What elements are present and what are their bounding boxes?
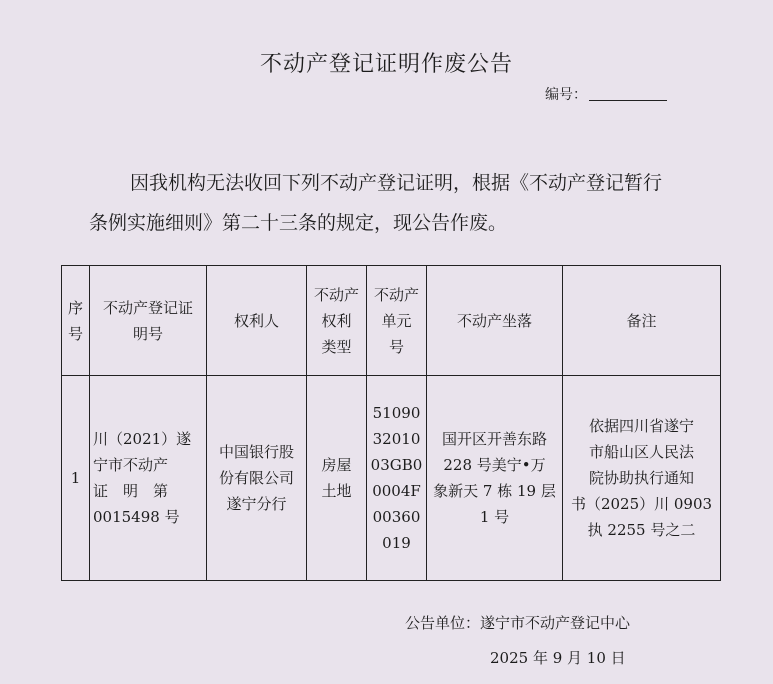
cell-unit-no-line: 019 <box>382 534 411 552</box>
header-cert-no-line: 不动产登记证 <box>102 298 193 317</box>
header-unit-no-line: 号 <box>388 337 404 356</box>
header-cert-no-line: 明号 <box>132 324 163 343</box>
header-unit-no <box>367 266 427 376</box>
notice-title: 不动产登记证明作废公告 <box>259 52 513 77</box>
cell-right-type-line: 房屋 <box>321 456 352 474</box>
header-unit-no-line: 单元 <box>381 311 412 330</box>
header-remark: 备注 <box>563 266 721 376</box>
cell-remark-line: 院协助执行通知 <box>588 469 694 487</box>
cell-owner-line: 份有限公司 <box>218 469 294 487</box>
cell-owner-line: 中国银行股 <box>218 443 294 461</box>
cell-cert-no-line: 川（2021）遂 <box>93 430 192 448</box>
header-right-type <box>307 266 367 376</box>
table-row <box>62 376 721 581</box>
header-location: 不动产坐落 <box>427 266 563 376</box>
cell-cert-no-line: 宁市不动产 <box>93 456 169 474</box>
paragraph-line-2: 条例实施细则》第二十三条的规定，现公告作废。 <box>89 212 508 234</box>
issue-date: 2025 年 9 月 10 日 <box>490 649 626 667</box>
header-owner: 权利人 <box>207 266 307 376</box>
cell-right-type <box>307 376 367 581</box>
cell-cert-no-line: 0015498 号 <box>93 508 180 526</box>
notice-number <box>545 84 667 104</box>
cell-remark-line: 市船山区人民法 <box>588 443 694 461</box>
header-seq-line: 号 <box>67 324 83 343</box>
cell-owner-line: 遂宁分行 <box>226 495 287 513</box>
issuing-unit: 公告单位：遂宁市不动产登记中心 <box>405 614 631 632</box>
cell-unit-no-line: 03GB0 <box>370 456 423 474</box>
certificate-table <box>61 265 721 581</box>
cell-unit-no-line: 0004F <box>372 482 421 500</box>
table-header-row <box>62 266 721 376</box>
cell-unit-no-line: 32010 <box>372 430 421 448</box>
cell-unit-no-line: 00360 <box>372 508 421 526</box>
cell-remark-line: 书（2025）川 0903 <box>570 495 713 513</box>
number-label: 编号： <box>545 87 587 103</box>
cell-right-type-line: 土地 <box>321 482 352 500</box>
number-blank-line <box>589 86 667 101</box>
header-right-type-line: 权利 <box>321 311 352 330</box>
header-seq-line: 序 <box>67 298 83 317</box>
cell-seq: 1 <box>62 376 90 581</box>
cell-remark-line: 执 2255 号之二 <box>587 521 696 539</box>
cell-unit-no-line: 51090 <box>372 404 421 422</box>
cell-cert-no <box>90 376 207 581</box>
header-right-type-line: 不动产 <box>313 285 359 304</box>
paragraph-line-1: 因我机构无法收回下列不动产登记证明，根据《不动产登记暂行 <box>130 172 663 194</box>
cell-remark-line: 依据四川省遂宁 <box>588 417 694 435</box>
cell-location-line: 228 号美宁•万 <box>443 456 546 474</box>
cell-location-line: 国开区开善东路 <box>441 430 547 448</box>
cell-location-line: 象新天 7 栋 19 层 <box>433 482 556 500</box>
header-right-type-line: 类型 <box>321 337 352 356</box>
cell-location-line: 1 号 <box>479 508 510 526</box>
cell-location <box>427 376 563 581</box>
cell-cert-no-line: 证 明 第 <box>93 482 169 500</box>
cell-unit-no <box>367 376 427 581</box>
cell-remark <box>563 376 721 581</box>
header-unit-no-line: 不动产 <box>373 285 419 304</box>
header-cert-no <box>90 266 207 376</box>
cell-owner <box>207 376 307 581</box>
header-seq <box>62 266 90 376</box>
